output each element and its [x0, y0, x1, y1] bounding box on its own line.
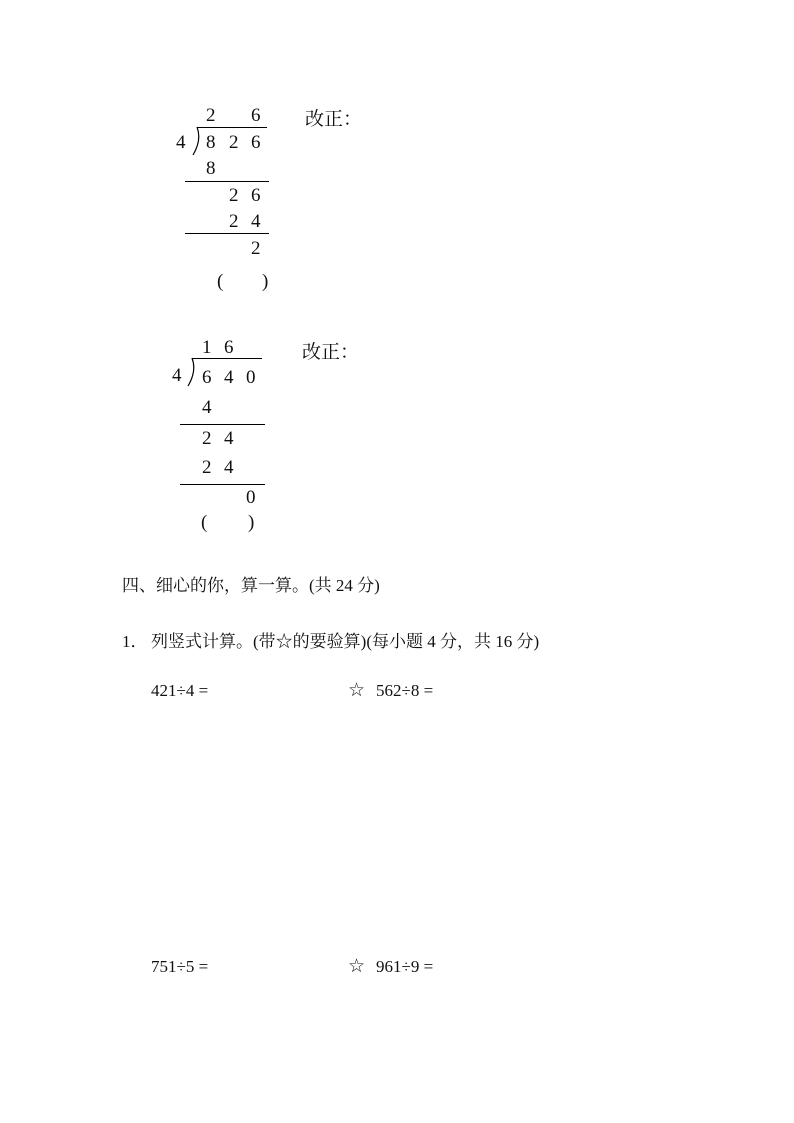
- problem-expression: 421÷4 =: [151, 681, 209, 700]
- star-icon: ☆: [348, 680, 366, 701]
- correction-label: 改正：: [305, 109, 363, 130]
- judge-right-paren: ): [262, 271, 269, 292]
- quotient-digit: 2: [206, 105, 216, 126]
- judge-right-paren: ): [248, 512, 255, 533]
- dividend-digit: 4: [224, 367, 234, 388]
- step-digit: 4: [202, 397, 212, 418]
- step-line: [180, 424, 265, 425]
- step-digit: 8: [206, 158, 216, 179]
- divisor: 4: [172, 365, 182, 386]
- division-bracket: [186, 357, 198, 387]
- question-number: 1．: [122, 632, 148, 651]
- division-bracket: [191, 126, 203, 156]
- division-bar: [192, 358, 262, 359]
- quotient-digit: 1: [202, 337, 212, 358]
- problem-expression: 751÷5 =: [151, 957, 209, 976]
- judge-left-paren: (: [201, 512, 208, 533]
- dividend-digit: 2: [229, 132, 239, 153]
- problem-expression: 961÷9 =: [376, 957, 434, 976]
- step-line: [185, 181, 269, 182]
- correction-label: 改正：: [302, 342, 360, 363]
- step-digit: 4: [224, 457, 234, 478]
- step-line: [185, 233, 269, 234]
- divisor: 4: [176, 132, 186, 153]
- judge-left-paren: (: [217, 271, 224, 292]
- step-line: [180, 484, 265, 485]
- step-digit: 2: [229, 185, 239, 206]
- dividend-digit: 0: [246, 367, 256, 388]
- remainder: 2: [251, 238, 261, 259]
- quotient-digit: 6: [224, 337, 234, 358]
- problem-expression: 562÷8 =: [376, 681, 434, 700]
- quotient-digit: 6: [251, 105, 261, 126]
- dividend-digit: 6: [202, 367, 212, 388]
- step-digit: 2: [202, 457, 212, 478]
- star-icon: ☆: [348, 956, 366, 977]
- step-digit: 4: [251, 211, 261, 232]
- step-digit: 6: [251, 185, 261, 206]
- step-digit: 4: [224, 428, 234, 449]
- question-text: 列竖式计算。(带☆的要验算)(每小题 4 分，共 16 分): [151, 632, 540, 651]
- division-bar: [197, 127, 267, 128]
- dividend-digit: 6: [251, 132, 261, 153]
- dividend-digit: 8: [206, 132, 216, 153]
- remainder: 0: [246, 487, 256, 508]
- step-digit: 2: [229, 211, 239, 232]
- section-heading: 四、细心的你，算一算。(共 24 分): [122, 576, 380, 595]
- step-digit: 2: [202, 428, 212, 449]
